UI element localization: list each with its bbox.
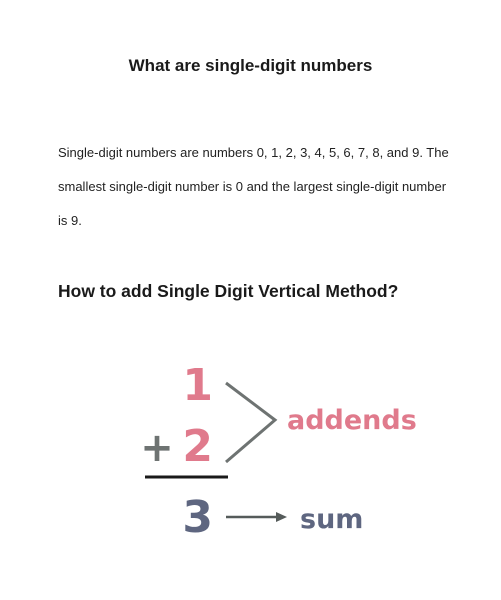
sum-arrow-head bbox=[276, 512, 287, 522]
addends-label: addends bbox=[287, 405, 417, 436]
page-title: What are single-digit numbers bbox=[128, 56, 373, 75]
addend-1: 1 bbox=[182, 360, 213, 411]
addends-bracket bbox=[226, 383, 275, 462]
addend-2: 2 bbox=[182, 421, 213, 472]
intro-paragraph: Single-digit numbers are numbers 0, 1, 2, 3, 4, 5, 6, 7, 8, and 9. The smallest single-digit number is 0 and the largest single-digit number is 9. bbox=[58, 145, 449, 228]
sum-value: 3 bbox=[182, 492, 213, 543]
section-heading: How to add Single Digit Vertical Method? bbox=[58, 281, 399, 301]
plus-sign: + bbox=[140, 425, 174, 471]
sum-label: sum bbox=[300, 504, 364, 535]
